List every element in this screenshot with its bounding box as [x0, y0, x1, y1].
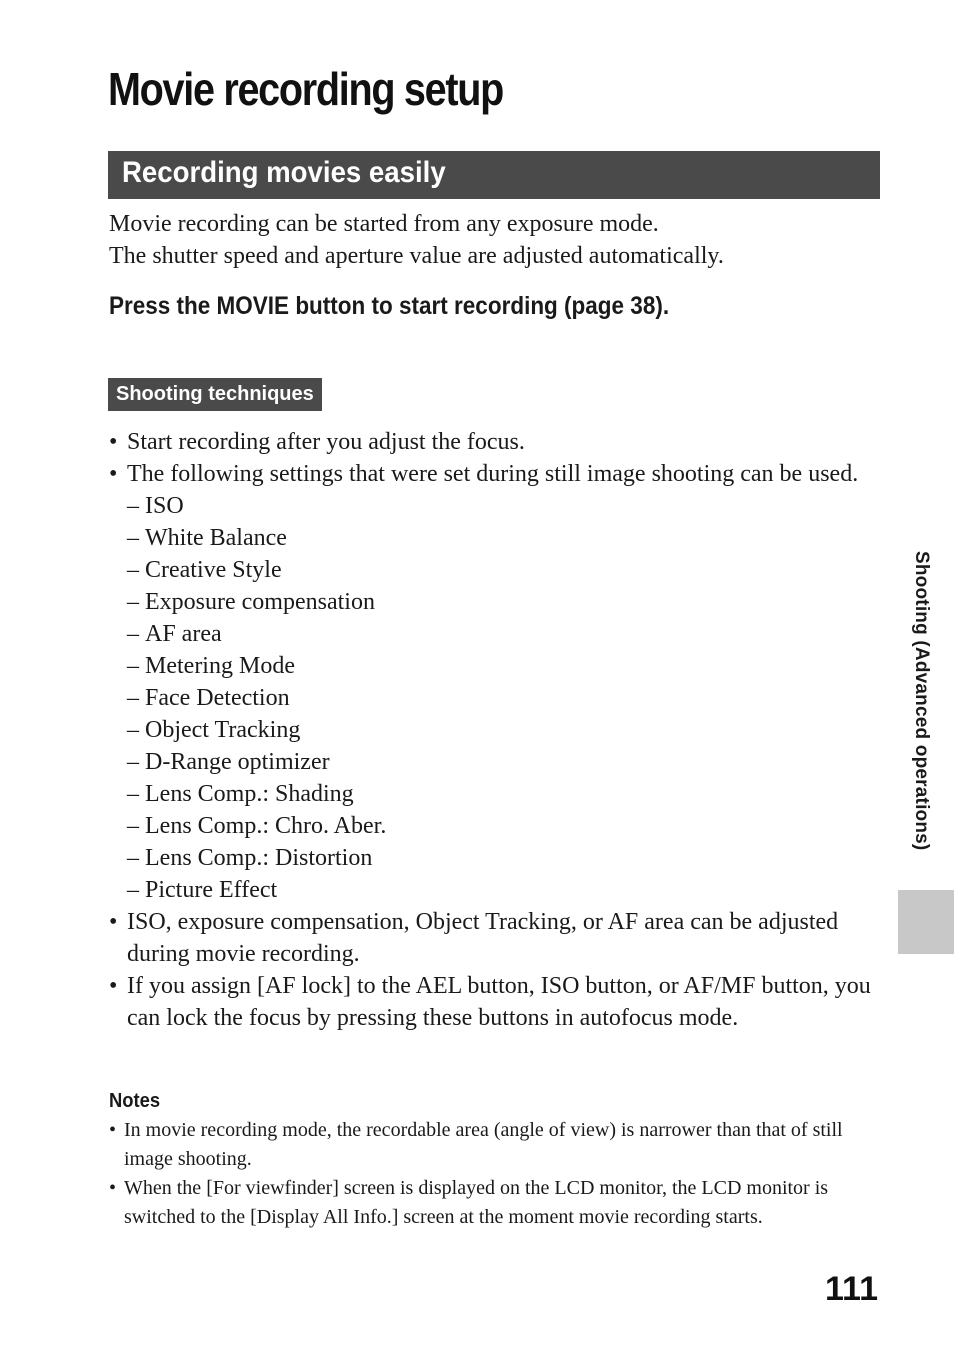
list-item — [109, 426, 879, 458]
sublist-item-text: White Balance — [145, 525, 287, 551]
notes-list — [109, 1116, 879, 1232]
sublist-item — [109, 650, 879, 682]
sublist-item — [109, 874, 879, 906]
dash-icon: – — [127, 845, 139, 871]
dash-icon: – — [127, 493, 139, 519]
sublist-item — [109, 778, 879, 810]
bullet-icon: • — [109, 1119, 117, 1141]
side-tab-marker — [898, 890, 954, 954]
section-heading-bar — [108, 151, 880, 199]
shooting-techniques-label: Shooting techniques — [108, 378, 322, 411]
list-item — [109, 970, 879, 1034]
sublist-item-text: Exposure compensation — [145, 589, 375, 615]
side-tab-label: Shooting (Advanced operations) — [911, 551, 932, 851]
sublist-item-text: AF area — [145, 621, 222, 647]
bullet-icon: • — [109, 973, 118, 999]
sublist-item-text: Lens Comp.: Distortion — [145, 845, 373, 871]
dash-icon: – — [127, 749, 139, 775]
sublist-item — [109, 746, 879, 778]
sublist-item — [109, 490, 879, 522]
note-text: When the [For viewfinder] screen is displayed on the LCD monitor, the LCD monitor is switched to the [Display All Info.] screen at the moment movie recording starts. — [124, 1177, 829, 1228]
dash-icon: – — [127, 589, 139, 615]
sublist-item — [109, 618, 879, 650]
sublist-item — [109, 586, 879, 618]
instruction-step: Press the MOVIE button to start recording (page 38). — [109, 292, 670, 320]
list-item — [109, 906, 879, 970]
intro-line: Movie recording can be started from any exposure mode. — [109, 211, 659, 237]
note-text: In movie recording mode, the recordable area (angle of view) is narrower than that of still image shooting. — [124, 1119, 843, 1170]
section-heading: Recording movies easily — [122, 156, 446, 189]
intro-text — [109, 208, 724, 272]
dash-icon: – — [127, 557, 139, 583]
sublist-item-text: ISO — [145, 493, 184, 519]
list-item-text: ISO, exposure compensation, Object Tracking, or AF area can be adjusted during movie recording. — [127, 909, 839, 967]
settings-sublist — [109, 490, 879, 906]
dash-icon: – — [127, 621, 139, 647]
dash-icon: – — [127, 781, 139, 807]
sublist-item-text: Lens Comp.: Shading — [145, 781, 354, 807]
sublist-item — [109, 554, 879, 586]
notes-heading: Notes — [109, 1090, 161, 1112]
page-number: 111 — [825, 1270, 878, 1308]
note-item — [109, 1174, 879, 1232]
sublist-item-text: Metering Mode — [145, 653, 295, 679]
note-item — [109, 1116, 879, 1174]
bullet-icon: • — [109, 1177, 117, 1199]
list-item — [109, 458, 879, 490]
dash-icon: – — [127, 685, 139, 711]
sublist-item-text: Face Detection — [145, 685, 290, 711]
sublist-item — [109, 682, 879, 714]
bullet-icon: • — [109, 909, 118, 935]
sublist-item — [109, 842, 879, 874]
list-item-text: If you assign [AF lock] to the AEL button, ISO button, or AF/MF button, you can lock the focus by pressing these buttons in autofocus mode. — [127, 973, 871, 1031]
sublist-item-text: Lens Comp.: Chro. Aber. — [145, 813, 387, 839]
sublist-item-text: D-Range optimizer — [145, 749, 330, 775]
list-item-text: The following settings that were set during still image shooting can be used. — [127, 461, 859, 487]
sublist-item-text: Creative Style — [145, 557, 282, 583]
dash-icon: – — [127, 813, 139, 839]
page-title: Movie recording setup — [108, 63, 503, 115]
sublist-item — [109, 714, 879, 746]
sublist-item-text: Object Tracking — [145, 717, 301, 743]
bullet-icon: • — [109, 429, 118, 455]
list-item-text: Start recording after you adjust the focus. — [127, 429, 525, 455]
dash-icon: – — [127, 653, 139, 679]
sublist-item — [109, 810, 879, 842]
intro-line: The shutter speed and aperture value are adjusted automatically. — [109, 243, 724, 269]
bullet-icon: • — [109, 461, 118, 487]
techniques-list — [109, 426, 879, 1034]
dash-icon: – — [127, 877, 139, 903]
sublist-item-text: Picture Effect — [145, 877, 278, 903]
dash-icon: – — [127, 525, 139, 551]
dash-icon: – — [127, 717, 139, 743]
sublist-item — [109, 522, 879, 554]
